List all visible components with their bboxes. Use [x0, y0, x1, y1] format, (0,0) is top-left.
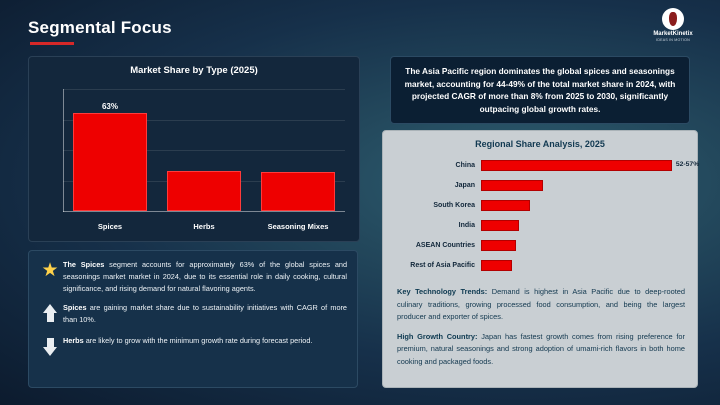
- bar-row: [391, 197, 689, 214]
- insight-lead: The Spices: [63, 260, 105, 269]
- x-axis: [63, 211, 345, 212]
- x-tick-label: Spices: [97, 222, 123, 231]
- bar-group: [261, 89, 334, 211]
- bar-track: [481, 240, 689, 251]
- bar-japan: [481, 180, 543, 191]
- bar-label: Rest of Asia Pacific: [410, 262, 475, 269]
- bar-track: [481, 260, 689, 271]
- page-title: Segmental Focus: [28, 18, 172, 37]
- bar-china: [481, 160, 672, 171]
- note-body: Demand is highest in Asia Pacific due to deep-rooted culinary traditions, growing processed food consumption, and being the largest producer and exporter of spices.: [397, 287, 685, 321]
- logo-name: MarketKinetix: [653, 31, 693, 37]
- insight-text: [63, 335, 347, 347]
- bar-track: [481, 180, 689, 191]
- bar-india: [481, 220, 519, 231]
- chart-title: Regional Share Analysis, 2025: [475, 139, 605, 149]
- star-icon: ★: [41, 260, 59, 281]
- bar-group: [167, 89, 240, 211]
- insight-lead: Spices: [63, 303, 87, 312]
- note-technology-trends: [397, 286, 685, 324]
- insight-text: [63, 302, 347, 326]
- arrow-up-icon: [37, 302, 63, 328]
- title-underline: [30, 42, 74, 45]
- arrow-down-icon: [37, 335, 63, 361]
- note-heading: Key Technology Trends:: [397, 287, 488, 296]
- chart-title: Market Share by Type (2025): [130, 65, 258, 76]
- market-share-chart: [28, 56, 360, 242]
- note-body: Japan has fastest growth comes from rising preference for premium, natural seasonings and strong adoption of umami-rich flavors in both home cooking and packaged foods.: [397, 331, 685, 366]
- bar-south-korea: [481, 200, 530, 211]
- y-axis: [63, 89, 64, 212]
- horizontal-bars: [391, 157, 700, 277]
- note-heading: High Growth Country:: [397, 331, 478, 341]
- bar-label: China: [455, 162, 475, 169]
- insight-item: [37, 259, 347, 295]
- bar-track: [481, 220, 689, 231]
- bar-label: India: [458, 222, 475, 229]
- insight-body: are gaining market share due to sustainability initiatives with CAGR of more than 10%.: [63, 303, 347, 324]
- bar-row: [391, 237, 689, 254]
- bar-track: [481, 200, 689, 211]
- regional-share-chart: [382, 130, 698, 388]
- bar-row: [391, 157, 700, 174]
- bar-track: [481, 160, 700, 171]
- insight-item: [37, 302, 347, 328]
- bar-seasoning-mixes: [261, 172, 334, 211]
- bar-asean-countries: [481, 240, 516, 251]
- note-high-growth-country: [397, 331, 685, 369]
- regional-notes: [397, 286, 685, 375]
- bar-herbs: [167, 171, 240, 211]
- bar-group: [73, 89, 146, 211]
- x-tick-label: Herbs: [193, 222, 215, 231]
- insight-lead: Herbs: [63, 336, 84, 345]
- chart-plot-area: [63, 89, 345, 211]
- bar-row: [391, 217, 689, 234]
- insight-body: are likely to grow with the minimum growth rate during forecast period.: [83, 336, 313, 345]
- brand-logo: [640, 8, 706, 48]
- insights-panel: [28, 250, 358, 388]
- logo-mark-icon: [662, 8, 684, 30]
- bar-row: [391, 177, 689, 194]
- logo-tagline: IDEAS IN MOTION: [656, 38, 690, 42]
- bar-value-label: 52-57%: [675, 161, 700, 168]
- x-tick-label: Seasoning Mixes: [267, 222, 329, 231]
- bar-value-label: 63%: [101, 102, 118, 112]
- insight-body: segment accounts for approximately 63% of the global spices and seasonings market market in 2024, due to its essential role in daily cooking, cultural significance, and rising demand for natural flavoring agents.: [63, 260, 347, 293]
- x-axis-tick-labels: [63, 222, 345, 231]
- insight-text: [63, 259, 347, 295]
- bar-spices: [73, 113, 146, 211]
- bar-label: ASEAN Countries: [415, 242, 475, 249]
- bar-label: Japan: [454, 182, 475, 189]
- bar-label: South Korea: [433, 202, 475, 209]
- regional-callout: [390, 56, 690, 124]
- callout-text: The Asia Pacific region dominates the global spices and seasonings market, accounting for 44-49% of the total market share in 2024, with projected CAGR of more than 8% from 2025 to 2030, significantly outpacing global growth rates.: [404, 66, 676, 114]
- bar-rest-of-asia-pacific: [481, 260, 512, 271]
- insight-item: [37, 335, 347, 361]
- bar-row: [391, 257, 689, 274]
